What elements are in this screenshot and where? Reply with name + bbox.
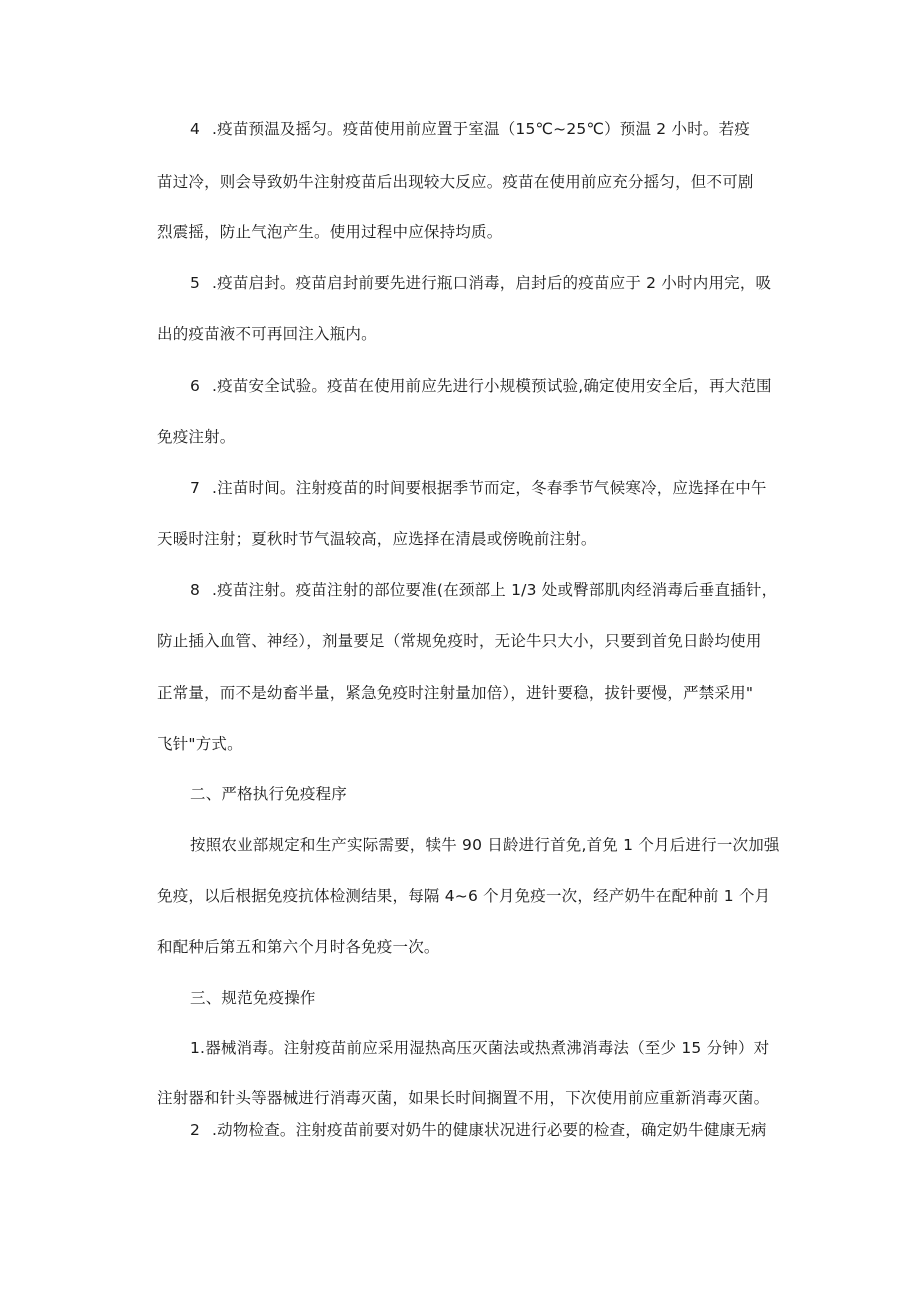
item6-line1 xyxy=(190,376,772,396)
item5-line1 xyxy=(190,273,771,293)
item8-line1 xyxy=(190,580,777,600)
section2-line3: 和配种后第五和第六个月时各免疫一次。 xyxy=(157,938,440,956)
item5-line2: 出的疫苗液不可再回注入瓶内。 xyxy=(157,325,377,343)
item7-number: 7 xyxy=(190,479,201,497)
section2-heading: 二、严格执行免疫程序 xyxy=(190,785,348,803)
section3-item1-line2: 注射器和针头等器械进行消毒灭菌，如果长时间搁置不用，下次使用前应重新消毒灭菌。 xyxy=(157,1089,770,1107)
item6-text: .疫苗安全试验。疫苗在使用前应先进行小规模预试验,确定使用安全后，再大范围 xyxy=(212,377,772,395)
item4-text: .疫苗预温及摇匀。疫苗使用前应置于室温（15℃~25℃）预温 2 小时。若疫 xyxy=(212,120,750,138)
section3-item1-line1: 1.器械消毒。注射疫苗前应采用湿热高压灭菌法或热煮沸消毒法（至少 15 分钟）对 xyxy=(190,1039,770,1057)
item8-number: 8 xyxy=(190,581,201,599)
item5-text: .疫苗启封。疫苗启封前要先进行瓶口消毒，启封后的疫苗应于 2 小时内用完，吸 xyxy=(212,274,772,292)
section3-item2-line1 xyxy=(190,1120,767,1140)
item4-number: 4 xyxy=(190,120,201,138)
item4-line3: 烈震摇，防止气泡产生。使用过程中应保持均质。 xyxy=(157,223,503,241)
item8-line2: 防止插入血管、神经），剂量要足（常规免疫时，无论牛只大小，只要到首免日龄均使用 xyxy=(157,632,762,650)
item8-line4: 飞针"方式。 xyxy=(157,735,243,753)
item7-line2: 天暖时注射；夏秋时节气温较高，应选择在清晨或傍晚前注射。 xyxy=(157,530,597,548)
section2-line1: 按照农业部规定和生产实际需要，犊牛 90 日龄进行首免,首免 1 个月后进行一次加强 xyxy=(190,836,780,854)
item6-line2: 免疫注射。 xyxy=(157,428,236,446)
item4-line1 xyxy=(190,119,750,139)
item6-number: 6 xyxy=(190,377,201,395)
section2-line2: 免疫，以后根据免疫抗体检测结果，每隔 4~6 个月免疫一次，经产奶牛在配种前 1 个月 xyxy=(157,887,771,905)
item8-line3: 正常量，而不是幼畜半量，紧急免疫时注射量加倍），进针要稳，拔针要慢，严禁采用" xyxy=(157,684,754,702)
item8-text: .疫苗注射。疫苗注射的部位要准(在颈部上 1/3 处或臀部肌肉经消毒后垂直插针， xyxy=(212,581,778,599)
section3-item2-text: .动物检查。注射疫苗前要对奶牛的健康状况进行必要的检查，确定奶牛健康无病 xyxy=(212,1121,767,1139)
item5-number: 5 xyxy=(190,274,201,292)
item7-text: .注苗时间。注射疫苗的时间要根据季节而定，冬春季节气候寒冷，应选择在中午 xyxy=(212,479,767,497)
section3-item2-number: 2 xyxy=(190,1121,201,1139)
item7-line1 xyxy=(190,478,767,498)
section3-heading: 三、规范免疫操作 xyxy=(190,989,316,1007)
item4-line2: 苗过冷，则会导致奶牛注射疫苗后出现较大反应。疫苗在使用前应充分摇匀，但不可剧 xyxy=(157,173,754,191)
